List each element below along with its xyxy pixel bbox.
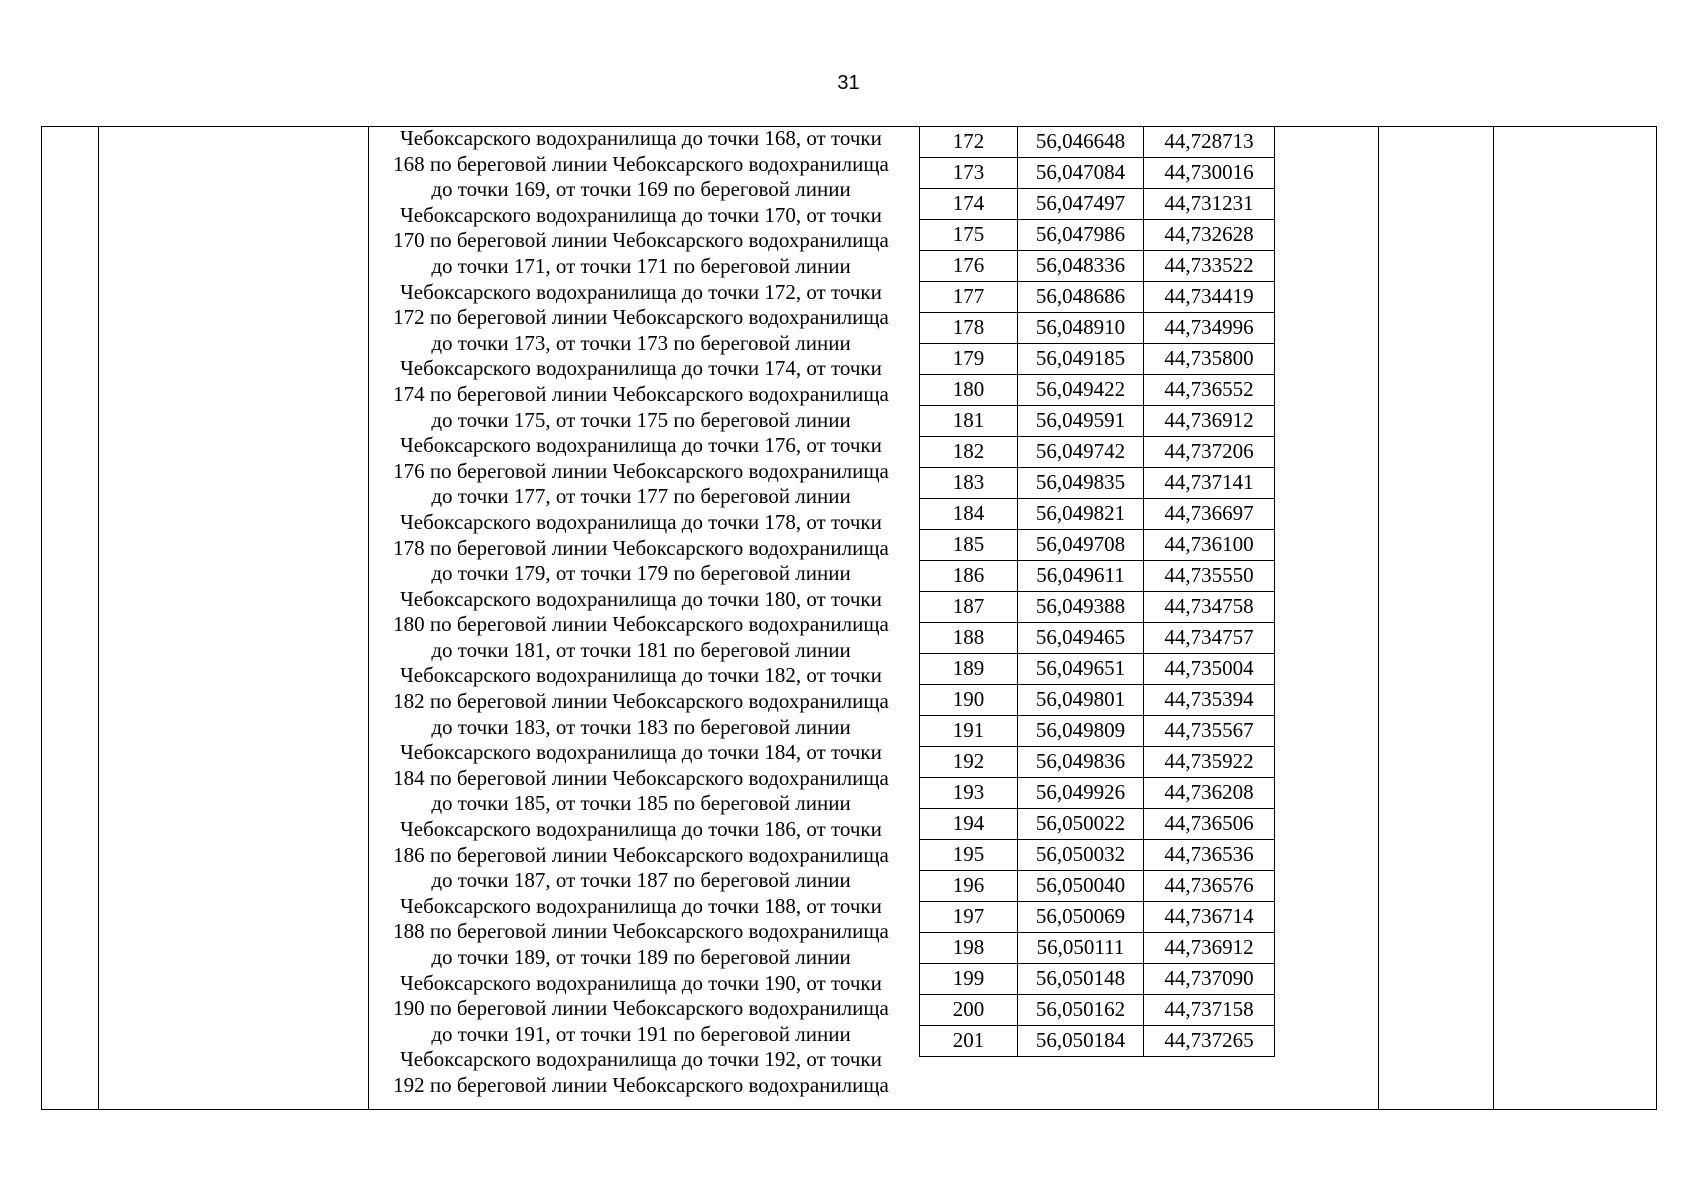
table-row	[920, 127, 1275, 158]
table-row	[920, 158, 1275, 189]
table-row	[920, 902, 1275, 933]
point-number-cell: 174	[920, 189, 1018, 220]
latitude-cell: 56,050148	[1018, 964, 1144, 995]
longitude-cell: 44,737206	[1144, 437, 1275, 468]
latitude-cell: 56,047986	[1018, 220, 1144, 251]
table-row	[920, 933, 1275, 964]
longitude-cell: 44,736912	[1144, 933, 1275, 964]
latitude-cell: 56,049836	[1018, 747, 1144, 778]
longitude-cell: 44,728713	[1144, 127, 1275, 158]
table-row	[920, 685, 1275, 716]
table-row	[920, 406, 1275, 437]
latitude-cell: 56,050022	[1018, 809, 1144, 840]
description-line: до точки 191, от точки 191 по береговой линии	[431, 1021, 851, 1046]
latitude-cell: 56,049591	[1018, 406, 1144, 437]
latitude-cell: 56,046648	[1018, 127, 1144, 158]
table-row	[920, 778, 1275, 809]
table-row	[920, 623, 1275, 654]
description-line: Чебоксарского водохранилища до точки 192, от точки	[400, 1047, 882, 1072]
description-line: до точки 185, от точки 185 по береговой линии	[431, 791, 851, 816]
point-number-cell: 180	[920, 375, 1018, 406]
point-number-cell: 200	[920, 995, 1018, 1026]
description-line: 184 по береговой линии Чебоксарского водохранилища	[393, 765, 889, 790]
page-number: 31	[837, 72, 860, 94]
table-row	[920, 995, 1275, 1026]
point-number-cell: 198	[920, 933, 1018, 964]
point-number-cell: 178	[920, 313, 1018, 344]
point-number-cell: 177	[920, 282, 1018, 313]
table-row	[920, 375, 1275, 406]
point-number-cell: 182	[920, 437, 1018, 468]
longitude-cell: 44,735800	[1144, 344, 1275, 375]
table-row	[920, 313, 1275, 344]
description-line: до точки 179, от точки 179 по береговой линии	[431, 561, 851, 586]
point-number-cell: 172	[920, 127, 1018, 158]
boundary-description	[370, 126, 912, 1099]
table-row	[920, 437, 1275, 468]
point-number-cell: 201	[920, 1026, 1018, 1057]
point-number-cell: 197	[920, 902, 1018, 933]
table-row	[920, 871, 1275, 902]
latitude-cell: 56,049185	[1018, 344, 1144, 375]
description-line: 190 по береговой линии Чебоксарского водохранилища	[393, 996, 889, 1021]
point-number-cell: 175	[920, 220, 1018, 251]
description-line: 168 по береговой линии Чебоксарского водохранилища	[393, 151, 889, 176]
latitude-cell: 56,049422	[1018, 375, 1144, 406]
description-line: Чебоксарского водохранилища до точки 182, от точки	[400, 663, 882, 688]
description-line: до точки 183, от точки 183 по береговой линии	[431, 714, 851, 739]
description-line: до точки 171, от точки 171 по береговой линии	[431, 253, 851, 278]
table-row	[920, 840, 1275, 871]
table-row	[920, 716, 1275, 747]
longitude-cell: 44,736576	[1144, 871, 1275, 902]
latitude-cell: 56,048336	[1018, 251, 1144, 282]
point-number-cell: 190	[920, 685, 1018, 716]
description-line: Чебоксарского водохранилища до точки 190, от точки	[400, 970, 882, 995]
point-number-cell: 192	[920, 747, 1018, 778]
longitude-cell: 44,736100	[1144, 530, 1275, 561]
latitude-cell: 56,049926	[1018, 778, 1144, 809]
description-line: Чебоксарского водохранилища до точки 188, от точки	[400, 893, 882, 918]
longitude-cell: 44,736536	[1144, 840, 1275, 871]
longitude-cell: 44,736506	[1144, 809, 1275, 840]
description-line: до точки 177, от точки 177 по береговой линии	[431, 484, 851, 509]
latitude-cell: 56,047084	[1018, 158, 1144, 189]
longitude-cell: 44,736714	[1144, 902, 1275, 933]
latitude-cell: 56,047497	[1018, 189, 1144, 220]
point-number-cell: 196	[920, 871, 1018, 902]
table-row	[920, 809, 1275, 840]
latitude-cell: 56,050032	[1018, 840, 1144, 871]
description-line: Чебоксарского водохранилища до точки 176, от точки	[400, 433, 882, 458]
table-row	[920, 220, 1275, 251]
point-number-cell: 194	[920, 809, 1018, 840]
description-line: Чебоксарского водохранилища до точки 186, от точки	[400, 817, 882, 842]
point-number-cell: 191	[920, 716, 1018, 747]
latitude-cell: 56,049465	[1018, 623, 1144, 654]
longitude-cell: 44,734757	[1144, 623, 1275, 654]
latitude-cell: 56,050040	[1018, 871, 1144, 902]
latitude-cell: 56,049611	[1018, 561, 1144, 592]
longitude-cell: 44,735550	[1144, 561, 1275, 592]
point-number-cell: 181	[920, 406, 1018, 437]
latitude-cell: 56,049809	[1018, 716, 1144, 747]
description-line: до точки 187, от точки 187 по береговой линии	[431, 868, 851, 893]
description-line: до точки 181, от точки 181 по береговой линии	[431, 637, 851, 662]
description-line: Чебоксарского водохранилища до точки 170, от точки	[400, 202, 882, 227]
description-line: Чебоксарского водохранилища до точки 174, от точки	[400, 356, 882, 381]
longitude-cell: 44,735922	[1144, 747, 1275, 778]
longitude-cell: 44,736552	[1144, 375, 1275, 406]
latitude-cell: 56,050111	[1018, 933, 1144, 964]
point-number-cell: 183	[920, 468, 1018, 499]
table-row	[920, 499, 1275, 530]
longitude-cell: 44,734419	[1144, 282, 1275, 313]
point-number-cell: 173	[920, 158, 1018, 189]
longitude-cell: 44,735567	[1144, 716, 1275, 747]
longitude-cell: 44,736208	[1144, 778, 1275, 809]
description-line: 170 по береговой линии Чебоксарского водохранилища	[393, 228, 889, 253]
description-line: Чебоксарского водохранилища до точки 180, от точки	[400, 586, 882, 611]
longitude-cell: 44,737265	[1144, 1026, 1275, 1057]
point-number-cell: 189	[920, 654, 1018, 685]
longitude-cell: 44,735004	[1144, 654, 1275, 685]
table-row	[920, 654, 1275, 685]
description-line: 172 по береговой линии Чебоксарского водохранилища	[393, 305, 889, 330]
table-row	[920, 344, 1275, 375]
description-line: 186 по береговой линии Чебоксарского водохранилища	[393, 842, 889, 867]
point-number-cell: 195	[920, 840, 1018, 871]
table-row	[920, 282, 1275, 313]
latitude-cell: 56,050069	[1018, 902, 1144, 933]
description-line: 192 по береговой линии Чебоксарского водохранилища	[393, 1072, 889, 1097]
column-divider	[1493, 126, 1494, 1110]
latitude-cell: 56,050184	[1018, 1026, 1144, 1057]
description-line: 174 по береговой линии Чебоксарского водохранилища	[393, 381, 889, 406]
table-row	[920, 189, 1275, 220]
point-number-cell: 179	[920, 344, 1018, 375]
table-row	[920, 561, 1275, 592]
coordinates-table	[919, 126, 1275, 1057]
table-row	[920, 592, 1275, 623]
longitude-cell: 44,737141	[1144, 468, 1275, 499]
latitude-cell: 56,050162	[1018, 995, 1144, 1026]
latitude-cell: 56,049801	[1018, 685, 1144, 716]
column-divider	[98, 126, 99, 1110]
longitude-cell: 44,736912	[1144, 406, 1275, 437]
table-row	[920, 251, 1275, 282]
table-row	[920, 468, 1275, 499]
longitude-cell: 44,732628	[1144, 220, 1275, 251]
point-number-cell: 193	[920, 778, 1018, 809]
longitude-cell: 44,734996	[1144, 313, 1275, 344]
longitude-cell: 44,734758	[1144, 592, 1275, 623]
description-line: Чебоксарского водохранилища до точки 184, от точки	[400, 740, 882, 765]
latitude-cell: 56,049821	[1018, 499, 1144, 530]
description-line: 178 по береговой линии Чебоксарского водохранилища	[393, 535, 889, 560]
latitude-cell: 56,049742	[1018, 437, 1144, 468]
point-number-cell: 185	[920, 530, 1018, 561]
latitude-cell: 56,049388	[1018, 592, 1144, 623]
description-line: 188 по береговой линии Чебоксарского водохранилища	[393, 919, 889, 944]
longitude-cell: 44,730016	[1144, 158, 1275, 189]
description-line: Чебоксарского водохранилища до точки 172, от точки	[400, 279, 882, 304]
description-line: до точки 173, от точки 173 по береговой линии	[431, 330, 851, 355]
longitude-cell: 44,731231	[1144, 189, 1275, 220]
point-number-cell: 187	[920, 592, 1018, 623]
point-number-cell: 184	[920, 499, 1018, 530]
longitude-cell: 44,737158	[1144, 995, 1275, 1026]
longitude-cell: 44,735394	[1144, 685, 1275, 716]
longitude-cell: 44,737090	[1144, 964, 1275, 995]
longitude-cell: 44,736697	[1144, 499, 1275, 530]
point-number-cell: 186	[920, 561, 1018, 592]
latitude-cell: 56,048686	[1018, 282, 1144, 313]
table-row	[920, 1026, 1275, 1057]
table-row	[920, 964, 1275, 995]
point-number-cell: 199	[920, 964, 1018, 995]
latitude-cell: 56,048910	[1018, 313, 1144, 344]
latitude-cell: 56,049651	[1018, 654, 1144, 685]
description-line: Чебоксарского водохранилища до точки 178, от точки	[400, 509, 882, 534]
column-divider	[1378, 126, 1379, 1110]
description-line: до точки 169, от точки 169 по береговой линии	[431, 177, 851, 202]
point-number-cell: 176	[920, 251, 1018, 282]
description-line: Чебоксарского водохранилища до точки 168, от точки	[400, 126, 882, 150]
description-line: 182 по береговой линии Чебоксарского водохранилища	[393, 689, 889, 714]
description-line: 180 по береговой линии Чебоксарского водохранилища	[393, 612, 889, 637]
description-line: 176 по береговой линии Чебоксарского водохранилища	[393, 458, 889, 483]
description-line: до точки 175, от точки 175 по береговой линии	[431, 407, 851, 432]
longitude-cell: 44,733522	[1144, 251, 1275, 282]
table-row	[920, 530, 1275, 561]
latitude-cell: 56,049835	[1018, 468, 1144, 499]
column-divider	[368, 126, 369, 1110]
point-number-cell: 188	[920, 623, 1018, 654]
latitude-cell: 56,049708	[1018, 530, 1144, 561]
table-row	[920, 747, 1275, 778]
description-line: до точки 189, от точки 189 по береговой линии	[431, 945, 851, 969]
